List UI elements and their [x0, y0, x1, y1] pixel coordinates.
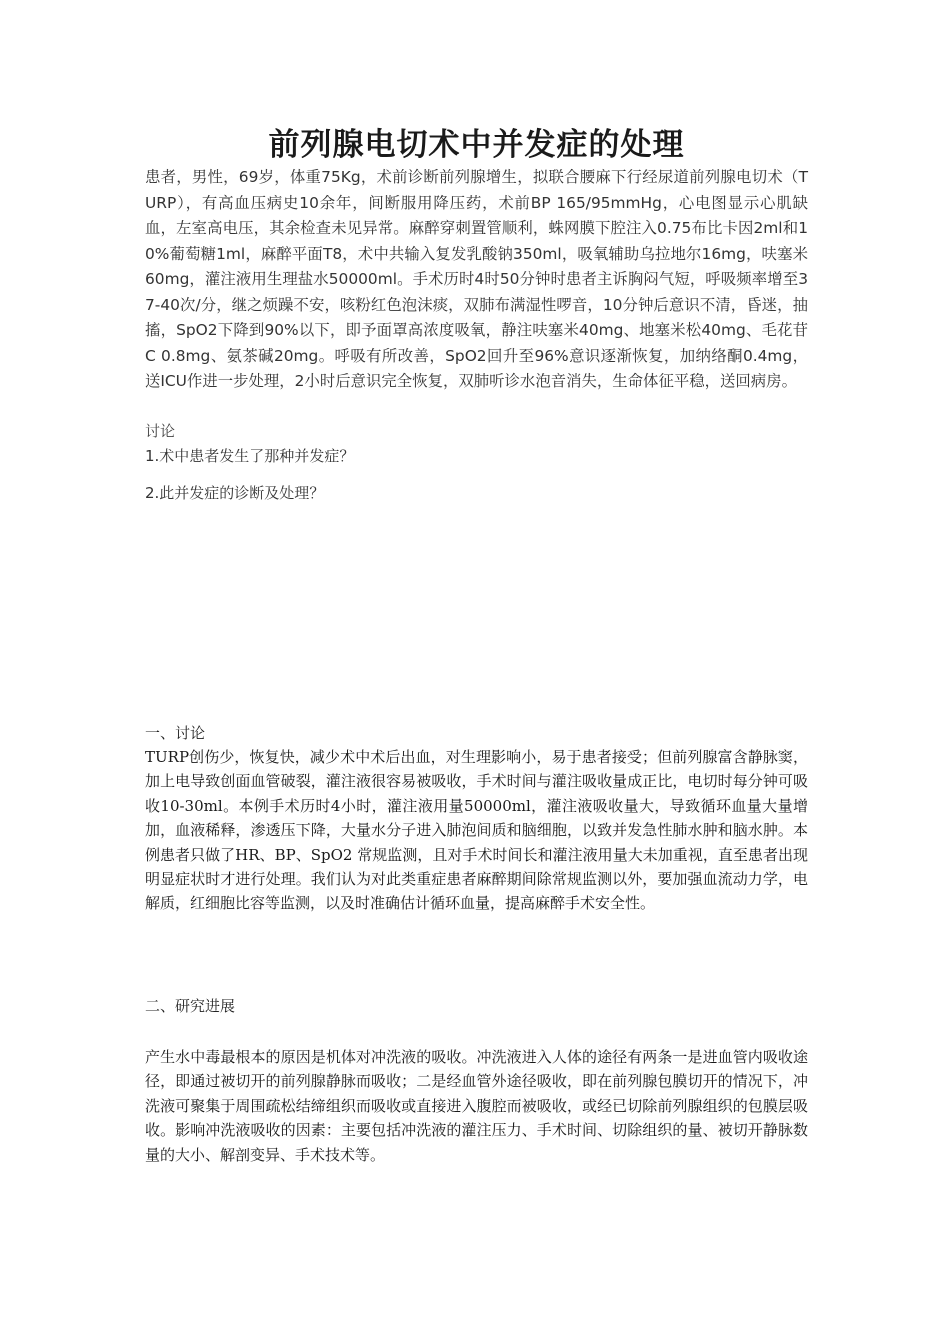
section-research-body — [145, 1045, 808, 1167]
section-2-heading: 二、研究进展 — [145, 997, 236, 1015]
discussion-heading: 讨论 — [145, 421, 176, 440]
document-page — [145, 125, 808, 506]
discussion-question-2: 2.此并发症的诊断及处理？ — [145, 483, 325, 502]
section-2-body: 产生水中毒最根本的原因是机体对冲洗液的吸收。冲洗液进入人体的途径有两条一是进血管内吸收途径，即通过被切开的前列腺静脉而吸收；二是经血管外途径吸收，即在前列腺包膜切开的情况下，冲洗液可聚集于周围疏松结缔组织而吸收或直接进入腹腔而被吸收，或经已切除前列腺组织的包膜层吸收。影响冲洗液吸收的因素：主要包括冲洗液的灌注压力、手术时间、切除组织的量、被切开静脉数量的大小、解剖变异、手术技术等。 — [145, 1048, 808, 1164]
document-title: 前列腺电切术中并发症的处理 — [268, 127, 685, 163]
case-description: 患者，男性，69岁，体重75Kg，术前诊断前列腺增生，拟联合腰麻下行经尿道前列腺电切术（TURP），有高血压病史10余年，间断服用降压药，术前BP 165/95mmHg，心电图显示心肌缺血，左室高电压，其余检查未见异常。麻醉穿刺置管顺利，蛛网膜下腔注入0.75布比卡因2ml和10%葡萄糖1ml，麻醉平面T8，术中共输入复发乳酸钠350ml，吸氧辅助乌拉地尔16mg，呋塞米60mg，灌注液用生理盐水50000ml。手术历时4时50分钟时患者主诉胸闷气短，呼吸频率增至37-40次/分，继之烦躁不安，咳粉红色泡沫痰，双肺布满湿性啰音，10分钟后意识不清，昏迷，抽搐，SpO2下降到90%以下，即予面罩高浓度吸氧，静注呋塞米40mg、地塞米松40mg、毛花苷C 0.8mg、氨茶碱20mg。呼吸有所改善，SpO2回升至96%意识逐渐恢复，加纳络酮0.4mg，送ICU作进一步处理，2小时后意识完全恢复，双肺听诊水泡音消失，生命体征平稳，送回病房。 — [145, 168, 808, 390]
section-1-body: TURP创伤少，恢复快，减少术中术后出血，对生理影响小，易于患者接受；但前列腺富含静脉窦，加上电导致创面血管破裂，灌注液很容易被吸收，手术时间与灌注吸收量成正比，电切时每分钟可吸收10-30ml。本例手术历时4小时，灌注液用量50000ml，灌注液吸收量大，导致循环血量大量增加，血液稀释，渗透压下降，大量水分子进入肺泡间质和脑细胞，以致并发急性肺水肿和脑水肿。本例患者只做了HR、BP、SpO2 常规监测，且对手术时间长和灌注液用量大未加重视，直至患者出现明显症状时才进行处理。我们认为对此类重症患者麻醉期间除常规监测以外，要加强血流动力学，电解质，红细胞比容等监测，以及时准确估计循环血量，提高麻醉手术安全性。 — [145, 748, 808, 913]
section-discussion — [145, 721, 808, 916]
discussion-question-1: 1.术中患者发生了那种并发症？ — [145, 446, 355, 465]
section-1-heading: 一、讨论 — [145, 724, 206, 742]
section-research-progress — [145, 994, 808, 1018]
